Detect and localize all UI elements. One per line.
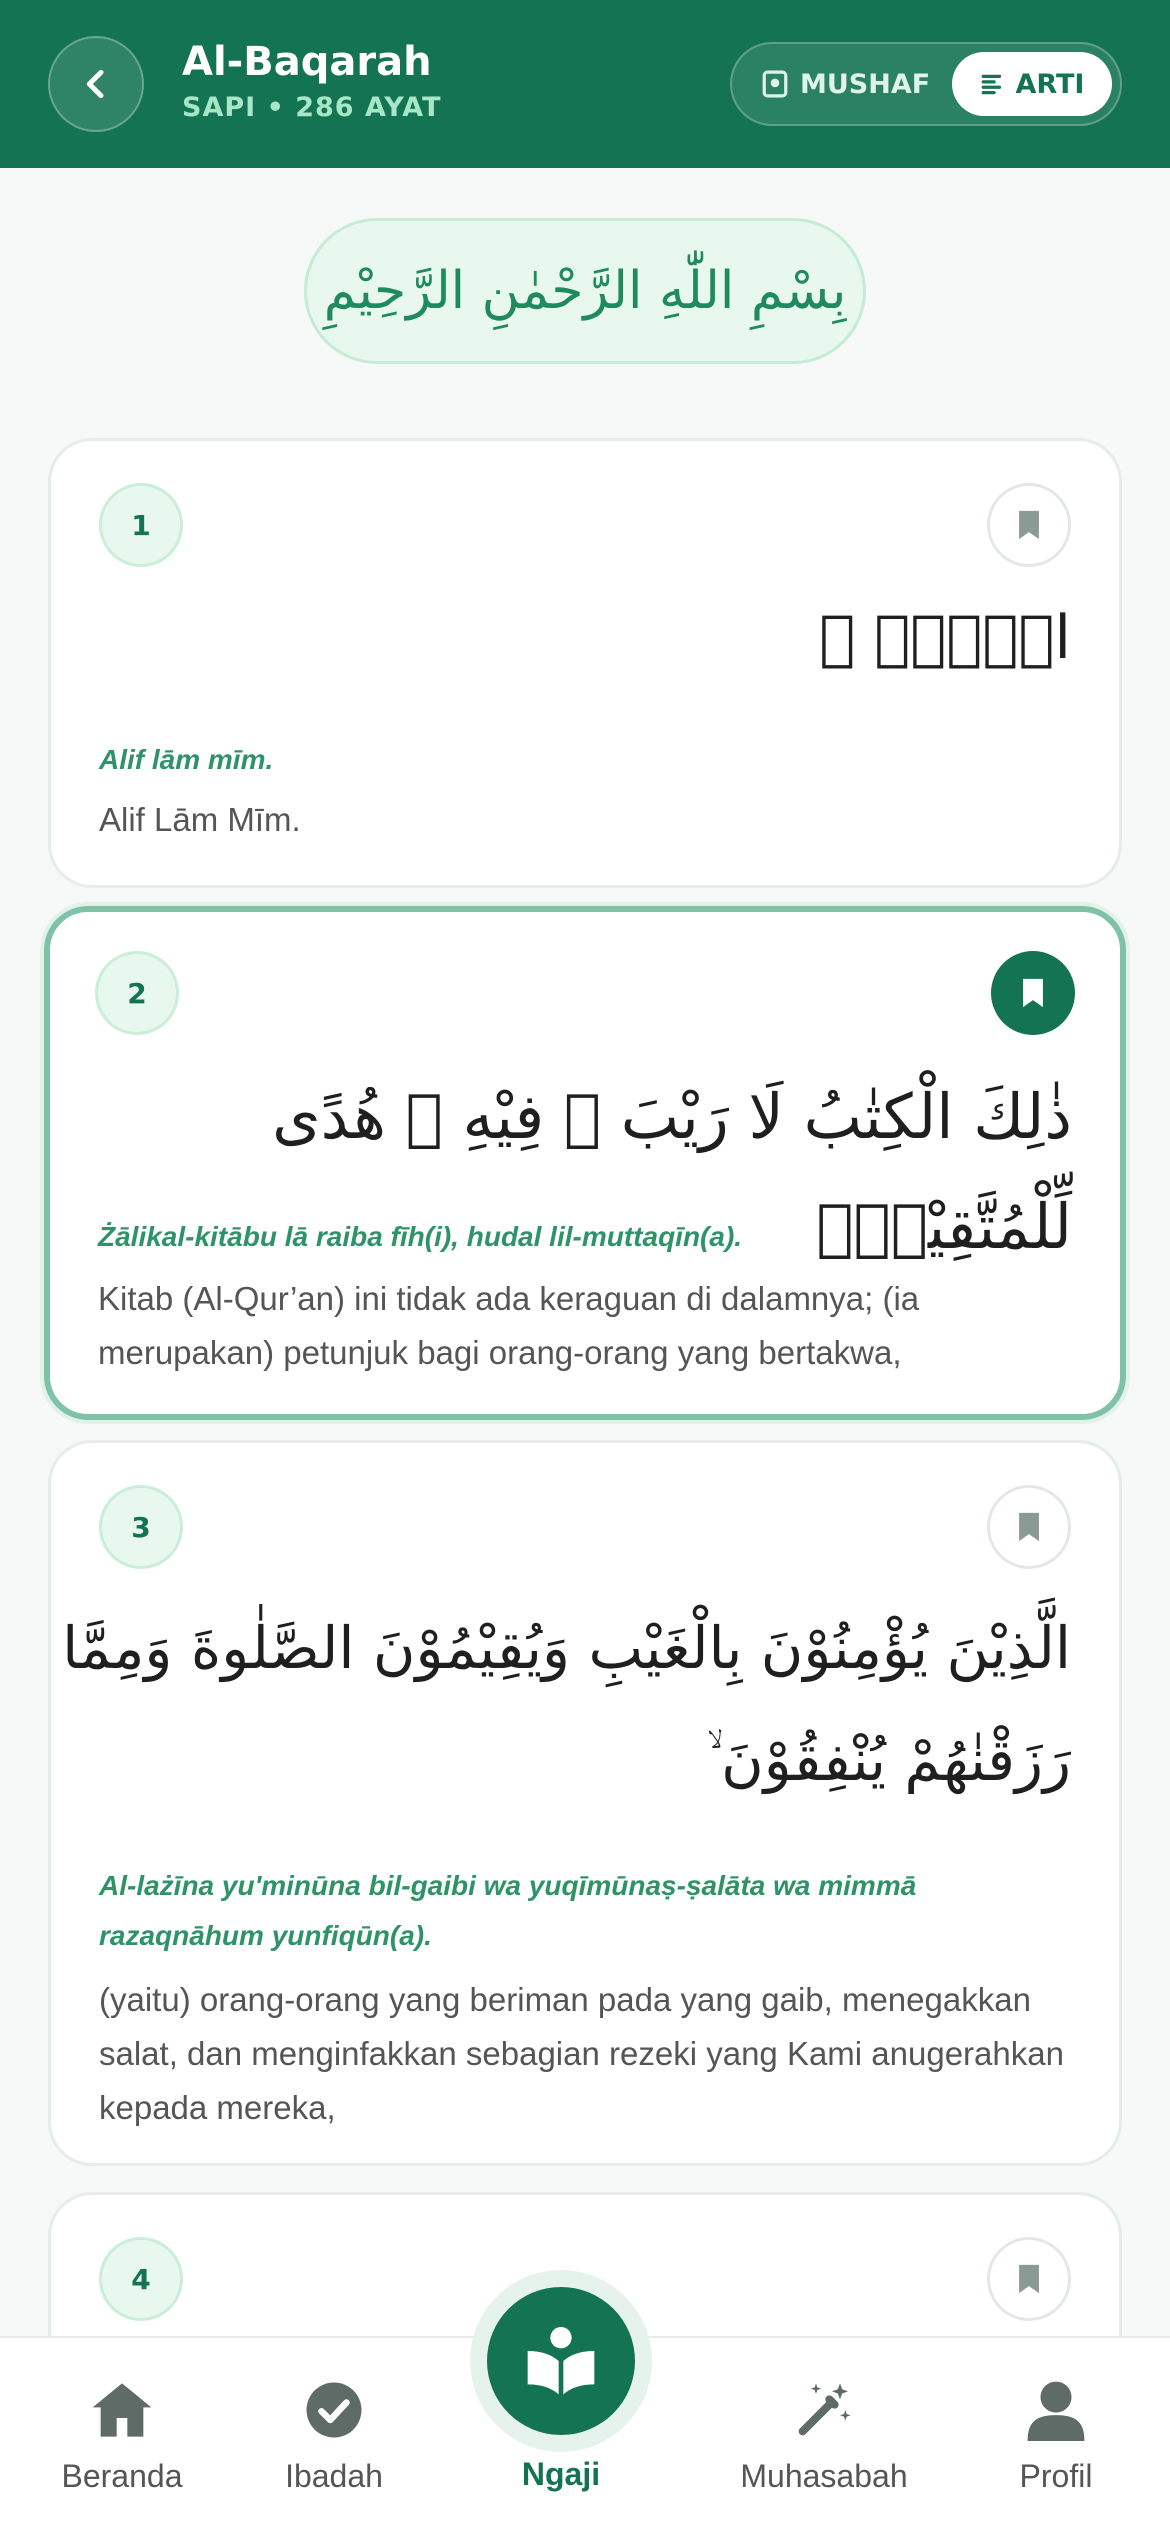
mode-mushaf-button[interactable] <box>762 62 930 106</box>
bookmark-button[interactable] <box>987 483 1071 567</box>
bookmark-button[interactable] <box>987 2237 1071 2321</box>
ayah-arabic-text: الۤمّۤ ۚ <box>819 603 1071 673</box>
surah-heading <box>182 36 442 128</box>
nav-muhasabah-label: Muhasabah <box>740 2458 908 2494</box>
ayah-number-badge: 3 <box>99 1485 183 1569</box>
ayah-translation: (yaitu) orang-orang yang beriman pada yang gaib, menegakkan salat, dan menginfakkan sebagian rezeki yang Kami anugerahkan kepada mereka, <box>99 1981 1064 2126</box>
nav-ngaji-button[interactable] <box>470 2270 652 2452</box>
nav-profil[interactable] <box>974 2338 1138 2532</box>
nav-ngaji-label: Ngaji <box>521 2456 601 2492</box>
check-circle-icon <box>304 2380 364 2440</box>
text-lines-icon <box>980 71 1006 97</box>
bookmark-button[interactable] <box>987 1485 1071 1569</box>
mode-arti-button[interactable] <box>952 52 1112 116</box>
nav-ibadah-label: Ibadah <box>285 2458 383 2494</box>
reader-book-icon <box>521 2321 601 2401</box>
view-mode-toggle <box>730 42 1122 126</box>
ayah-translation: Alif Lām Mīm. <box>99 801 301 838</box>
mode-mushaf-label: MUSHAF <box>800 68 931 100</box>
bookmark-filled-icon <box>1018 976 1048 1010</box>
home-icon <box>90 2380 154 2440</box>
surah-title: Al-Baqarah <box>182 39 432 85</box>
nav-profil-label: Profil <box>1019 2458 1093 2494</box>
ayah-number-badge: 1 <box>99 483 183 567</box>
bookmark-icon <box>1014 1510 1044 1544</box>
ayah-number-badge: 4 <box>99 2237 183 2321</box>
mode-arti-label: ARTI <box>1015 68 1085 100</box>
bismillah-banner: بِسْمِ اللّٰهِ الرَّحْمٰنِ الرَّحِيْمِ <box>304 218 866 364</box>
ayah-card-3[interactable] <box>48 1440 1122 2166</box>
back-button[interactable] <box>48 36 144 132</box>
nav-muhasabah[interactable] <box>718 2338 930 2532</box>
ayah-transliteration: Żālikal-kitābu lā raiba fīh(i), hudal lil-muttaqīn(a). <box>98 1221 743 1252</box>
ayah-arabic-line-2: رَزَقْنٰهُمْ يُنْفِقُوْنَ ۙ <box>706 1726 1071 1794</box>
nav-beranda[interactable] <box>40 2338 204 2532</box>
ayah-arabic-line-1: الَّذِيْنَ يُؤْمِنُوْنَ بِالْغَيْبِ وَيُقِيْمُوْنَ الصَّلٰوةَ وَمِمَّا <box>62 1614 1071 1682</box>
bookmark-icon <box>1014 2262 1044 2296</box>
nav-beranda-label: Beranda <box>61 2458 183 2494</box>
ayah-card-1[interactable] <box>48 438 1122 888</box>
quran-book-icon <box>762 70 788 98</box>
user-icon <box>1027 2379 1085 2441</box>
ayah-card-2[interactable] <box>44 906 1126 1420</box>
ayah-arabic-text: ذٰلِكَ الْكِتٰبُ لَا رَيْبَ ۛ فِيْهِ ۛ هُدًى لِّلْمُتَّقِيْنَۙ <box>272 1080 1072 1263</box>
chevron-left-icon <box>76 64 116 104</box>
ayah-transliteration: Al-lażīna yu'minūna bil-gaibi wa yuqīmūnaṣ-ṣalāta wa mimmā razaqnāhum yunfiqūn(a). <box>99 1870 917 1951</box>
magic-wand-icon <box>792 2378 856 2442</box>
bookmark-icon <box>1014 508 1044 542</box>
nav-ibadah[interactable] <box>252 2338 416 2532</box>
ayah-number-badge: 2 <box>95 951 179 1035</box>
bookmark-button-active[interactable] <box>991 951 1075 1035</box>
surah-subtitle: SAPI • 286 AYAT <box>182 92 442 123</box>
app-header <box>0 0 1170 168</box>
ayah-transliteration: Alif lām mīm. <box>99 744 274 775</box>
ayah-translation: Kitab (Al-Qur’an) ini tidak ada keraguan di dalamnya; (ia merupakan) petunjuk bagi orang-orang yang bertakwa, <box>98 1280 920 1371</box>
